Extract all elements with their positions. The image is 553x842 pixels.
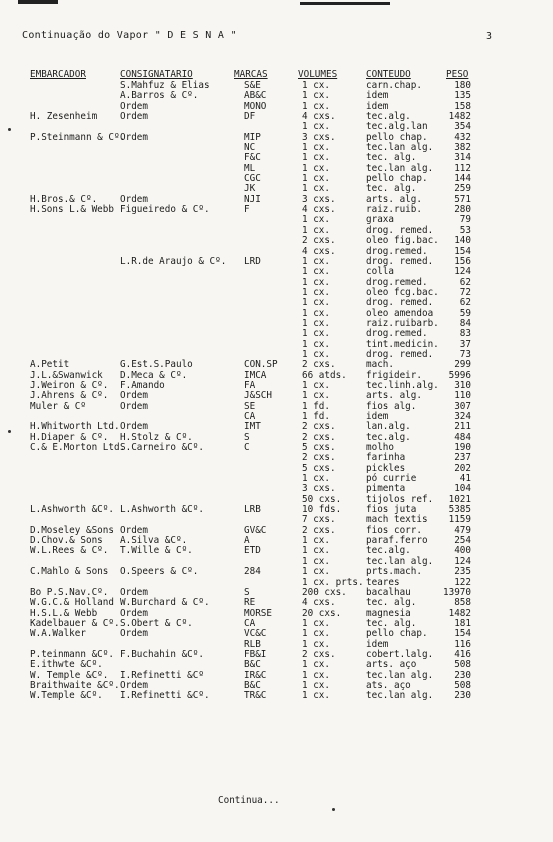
contents-cell: arts. alg. <box>366 390 422 402</box>
contents-cell: drog. remed. <box>366 297 434 309</box>
weight-cell: 202 <box>454 462 471 474</box>
shipper-cell: D.Chov.& Sons <box>30 535 103 547</box>
weight-cell: 571 <box>454 193 471 205</box>
marks-cell: NJI <box>244 193 261 205</box>
weight-cell: 280 <box>454 204 471 216</box>
weight-cell: 299 <box>454 359 471 371</box>
contents-cell: tec.lan alg. <box>366 690 434 702</box>
volumes-cell: 3 cxs. <box>302 193 336 205</box>
volumes-cell: 1 cx. <box>302 473 330 485</box>
shipper-cell: H.Whitworth Ltd. <box>30 421 120 433</box>
contents-cell: tec.lan alg. <box>366 669 434 681</box>
volumes-cell: 1 cx. <box>302 679 330 691</box>
marks-cell: LRD <box>244 255 261 267</box>
contents-cell: molho <box>366 442 394 454</box>
marks-cell: GV&C <box>244 524 267 536</box>
volumes-cell: 1 cx. <box>302 555 330 567</box>
weight-cell: 230 <box>454 690 471 702</box>
contents-cell: idem <box>366 100 389 112</box>
weight-cell: 1482 <box>448 111 471 123</box>
volumes-cell: 1 cx. <box>302 90 330 102</box>
continuation-note: Continua... <box>218 795 280 806</box>
weight-cell: 382 <box>454 142 471 154</box>
shipper-cell: H.Diaper & Cº. <box>30 431 109 443</box>
marks-cell: B&C <box>244 659 261 671</box>
contents-cell: cobert.lalg. <box>366 648 434 660</box>
weight-cell: 154 <box>454 245 471 257</box>
marks-cell: A <box>244 535 250 547</box>
volumes-cell: 10 fds. <box>302 504 342 516</box>
contents-cell: carn.chap. <box>366 80 422 91</box>
volumes-cell: 1 cx. <box>302 276 330 288</box>
weight-cell: 154 <box>454 628 471 640</box>
shipper-cell: D.Moseley &Sons <box>30 524 114 536</box>
volumes-cell: 5 cxs. <box>302 462 336 474</box>
marks-cell: IR&C <box>244 669 267 681</box>
contents-cell: arts. alg. <box>366 193 422 205</box>
volumes-cell: 4 cxs. <box>302 245 336 257</box>
consignee-cell: Ordem <box>120 131 148 143</box>
contents-cell: prts.mach. <box>366 566 422 578</box>
volumes-cell: 50 cxs. <box>302 493 342 505</box>
consignee-cell: Ordem <box>120 111 148 123</box>
contents-cell: mach textis <box>366 514 428 526</box>
consignee-cell: D.Meca & Cº. <box>120 369 188 381</box>
scan-mark <box>300 2 390 5</box>
contents-cell: tec.lan alg. <box>366 555 434 567</box>
shipper-cell: J.Ahrens & Cº. <box>30 390 109 402</box>
weight-cell: 53 <box>459 224 471 236</box>
weight-cell: 235 <box>454 566 471 578</box>
weight-cell: 72 <box>459 286 471 298</box>
consignee-cell: Ordem <box>120 586 148 598</box>
consignee-cell: Ordem <box>120 390 148 402</box>
volumes-cell: 200 cxs. <box>302 586 347 598</box>
shipper-cell: E.ithwte &Cº. <box>30 659 103 671</box>
marks-cell: LRB <box>244 504 261 516</box>
marks-cell: NC <box>244 142 256 154</box>
marks-cell: CA <box>244 617 256 629</box>
consignee-cell: H.Stolz & Cº. <box>120 431 193 443</box>
marks-cell: JK <box>244 183 256 195</box>
weight-cell: 508 <box>454 659 471 671</box>
volumes-cell: 2 cxs. <box>302 452 336 464</box>
weight-cell: 181 <box>454 617 471 629</box>
marks-cell: S <box>244 586 250 598</box>
contents-cell: fios corr. <box>366 524 422 536</box>
volumes-cell: 1 cx. <box>302 338 330 350</box>
contents-cell: pimenta <box>366 483 406 495</box>
volumes-cell: 5 cxs. <box>302 442 336 454</box>
contents-cell: oleo fcg.bac. <box>366 286 439 298</box>
shipper-cell: H. Zesenheim <box>30 111 98 123</box>
table-row <box>0 691 553 701</box>
contents-cell: magnesia <box>366 607 411 619</box>
volumes-cell: 2 cxs. <box>302 524 336 536</box>
weight-cell: 83 <box>459 328 471 340</box>
contents-cell: bacalhau <box>366 586 411 598</box>
volumes-cell: 1 cx. <box>302 628 330 640</box>
consignee-cell: Ordem <box>120 400 148 412</box>
contents-cell: raiz.ruib. <box>366 204 422 216</box>
volumes-cell: 1 fd. <box>302 411 330 422</box>
contents-cell: tec.lan alg. <box>366 162 434 174</box>
weight-cell: 124 <box>454 555 471 567</box>
shipper-cell: W. Temple &Cº. <box>30 669 109 681</box>
consignee-cell: Ordem <box>120 628 148 640</box>
volumes-cell: 1 cx. <box>302 348 330 360</box>
volumes-cell: 1 cx. <box>302 659 330 671</box>
consignee-cell: Ordem <box>120 607 148 619</box>
weight-cell: 416 <box>454 648 471 660</box>
weight-cell: 37 <box>459 338 471 350</box>
consignee-cell: Ordem <box>120 421 148 433</box>
volumes-cell: 1 cx. <box>302 266 330 278</box>
header-contents: CONTEUDO <box>366 69 411 80</box>
volumes-cell: 1 cx. <box>302 617 330 629</box>
consignee-cell: W.Burchard & Cº. <box>120 597 210 609</box>
weight-cell: 211 <box>454 421 471 433</box>
marks-cell: 284 <box>244 566 261 578</box>
manifest-table <box>0 81 553 702</box>
volumes-cell: 2 cxs. <box>302 235 336 247</box>
contents-cell: tec.lan alg. <box>366 142 434 154</box>
volumes-cell: 2 cxs. <box>302 431 336 443</box>
weight-cell: 79 <box>459 214 471 226</box>
shipper-cell: W.A.Walker <box>30 628 86 640</box>
weight-cell: 144 <box>454 173 471 185</box>
volumes-cell: 7 cxs. <box>302 514 336 526</box>
weight-cell: 354 <box>454 121 471 133</box>
consignee-cell: A.Silva &Cº. <box>120 535 188 547</box>
volumes-cell: 4 cxs. <box>302 111 336 123</box>
contents-cell: tec.alg. <box>366 431 411 443</box>
volumes-cell: 1 cx. <box>302 214 330 226</box>
weight-cell: 310 <box>454 379 471 391</box>
volumes-cell: 1 cx. <box>302 100 330 112</box>
contents-cell: tint.medicin. <box>366 338 439 350</box>
weight-cell: 158 <box>454 100 471 112</box>
shipper-cell: Braithwaite &Cº. <box>30 679 120 691</box>
shipper-cell: W.Temple &Cº. <box>30 690 103 702</box>
contents-cell: pickles <box>366 462 406 474</box>
weight-cell: 124 <box>454 266 471 278</box>
shipper-cell: J.Weiron & Cº. <box>30 379 109 391</box>
volumes-cell: 1 cx. <box>302 328 330 340</box>
weight-cell: 135 <box>454 90 471 102</box>
volumes-cell: 1 cx. <box>302 162 330 174</box>
consignee-cell: F.Buchahin &Cº. <box>120 648 204 660</box>
contents-cell: teares <box>366 576 400 588</box>
weight-cell: 41 <box>459 473 471 485</box>
contents-cell: idem <box>366 638 389 650</box>
weight-cell: 259 <box>454 183 471 195</box>
consignee-cell: L.Ashworth &Cº. <box>120 504 204 516</box>
marks-cell: S <box>244 431 250 443</box>
contents-cell: drog.remed. <box>366 328 428 340</box>
volumes-cell: 1 cx. <box>302 690 330 702</box>
volumes-cell: 1 cx. <box>302 224 330 236</box>
contents-cell: farinha <box>366 452 406 464</box>
shipper-cell: H.Bros.& Cº. <box>30 193 98 205</box>
header-marks: MARCAS <box>234 69 268 80</box>
scan-speck <box>332 808 335 811</box>
marks-cell: J&SCH <box>244 390 272 402</box>
consignee-cell: A.Barros & Cº. <box>120 90 199 102</box>
shipper-cell: P.teinmann &Cº. <box>30 648 114 660</box>
weight-cell: 156 <box>454 255 471 267</box>
volumes-cell: 1 cx. <box>302 535 330 547</box>
weight-cell: 1021 <box>448 493 471 505</box>
consignee-cell: I.Refinetti &Cº. <box>120 690 210 702</box>
volumes-cell: 1 cx. <box>302 173 330 185</box>
weight-cell: 73 <box>459 348 471 360</box>
volumes-cell: 1 cx. prts. <box>302 576 364 588</box>
marks-cell: F&C <box>244 152 261 164</box>
weight-cell: 230 <box>454 669 471 681</box>
weight-cell: 5385 <box>448 504 471 516</box>
weight-cell: 858 <box>454 597 471 609</box>
contents-cell: fios juta <box>366 504 417 516</box>
marks-cell: FA <box>244 379 256 391</box>
table-row <box>0 236 553 246</box>
contents-cell: tec.alg.lan <box>366 121 428 133</box>
shipper-cell: W.L.Rees & Cº. <box>30 545 109 557</box>
marks-cell: MIP <box>244 131 261 143</box>
volumes-cell: 1 cx. <box>302 121 330 133</box>
marks-cell: RLB <box>244 638 261 650</box>
marks-cell: DF <box>244 111 256 123</box>
contents-cell: ats. aço <box>366 679 411 691</box>
contents-cell: drog.remed. <box>366 276 428 288</box>
weight-cell: 112 <box>454 162 471 174</box>
contents-cell: fios alg. <box>366 400 417 412</box>
header-volumes: VOLUMES <box>298 69 338 80</box>
volumes-cell: 1 cx. <box>302 286 330 298</box>
marks-cell: C <box>244 442 250 454</box>
table-row <box>0 267 553 277</box>
volumes-cell: 1 cx. <box>302 297 330 309</box>
weight-cell: 13970 <box>443 586 471 598</box>
marks-cell: CON.SP <box>244 359 278 371</box>
consignee-cell: T.Wille & Cº. <box>120 545 193 557</box>
contents-cell: pello chap. <box>366 628 428 640</box>
contents-cell: tijolos ref. <box>366 493 434 505</box>
page-number: 3 <box>486 31 493 42</box>
contents-cell: raiz.ruibarb. <box>366 317 439 329</box>
weight-cell: 400 <box>454 545 471 557</box>
contents-cell: tec.alg. <box>366 545 411 557</box>
consignee-cell: O.Speers & Cº. <box>120 566 199 578</box>
shipper-cell: W.G.C.& Holland <box>30 597 114 609</box>
shipper-cell: J.L.&Swanwick <box>30 369 103 381</box>
contents-cell: pó currie <box>366 473 417 485</box>
contents-cell: mach. <box>366 359 394 371</box>
marks-cell: ETD <box>244 545 261 557</box>
weight-cell: 254 <box>454 535 471 547</box>
contents-cell: lan.alg. <box>366 421 411 433</box>
contents-cell: tec. alg. <box>366 617 417 629</box>
header-shipper: EMBARCADOR <box>30 69 86 80</box>
weight-cell: 432 <box>454 131 471 143</box>
consignee-cell: Ordem <box>120 524 148 536</box>
volumes-cell: 1 cx. <box>302 566 330 578</box>
contents-cell: tec. alg. <box>366 597 417 609</box>
weight-cell: 180 <box>454 80 471 91</box>
table-row <box>0 298 553 308</box>
marks-cell: B&C <box>244 679 261 691</box>
contents-cell: paraf.ferro <box>366 535 428 547</box>
volumes-cell: 1 cx. <box>302 307 330 319</box>
document-title: Continuação do Vapor " D E S N A " <box>22 30 237 41</box>
weight-cell: 5996 <box>448 369 471 381</box>
shipper-cell: Bo P.S.Nav.Cº. <box>30 586 109 598</box>
contents-cell: oleo fig.bac. <box>366 235 439 247</box>
marks-cell: MORSE <box>244 607 272 619</box>
consignee-cell: S.Obert & Cº. <box>120 617 193 629</box>
shipper-cell: H.S.L.& Webb <box>30 607 98 619</box>
marks-cell: FB&I <box>244 648 267 660</box>
weight-cell: 116 <box>454 638 471 650</box>
consignee-cell: F.Amando <box>120 379 165 391</box>
volumes-cell: 3 cxs. <box>302 483 336 495</box>
weight-cell: 62 <box>459 297 471 309</box>
consignee-cell: Figueiredo & Cº. <box>120 204 210 216</box>
weight-cell: 190 <box>454 442 471 454</box>
shipper-cell: H.Sons L.& Webb <box>30 204 114 216</box>
table-row <box>0 567 553 577</box>
weight-cell: 314 <box>454 152 471 164</box>
shipper-cell: A.Petit <box>30 359 70 371</box>
contents-cell: tec.linh.alg. <box>366 379 439 391</box>
volumes-cell: 4 cxs. <box>302 204 336 216</box>
weight-cell: 59 <box>459 307 471 319</box>
weight-cell: 140 <box>454 235 471 247</box>
marks-cell: MONO <box>244 100 267 112</box>
contents-cell: drog.remed. <box>366 245 428 257</box>
contents-cell: drog. remed. <box>366 348 434 360</box>
consignee-cell: Ordem <box>120 679 148 691</box>
marks-cell: S&E <box>244 80 261 91</box>
marks-cell: SE <box>244 400 256 412</box>
weight-cell: 508 <box>454 679 471 691</box>
weight-cell: 62 <box>459 276 471 288</box>
consignee-cell: L.R.de Araujo & Cº. <box>120 255 227 267</box>
weight-cell: 1159 <box>448 514 471 526</box>
header-consignee: CONSIGNATARIO <box>120 69 193 80</box>
volumes-cell: 1 cx. <box>302 390 330 402</box>
volumes-cell: 1 cx. <box>302 80 330 91</box>
contents-cell: tec. alg. <box>366 183 417 195</box>
contents-cell: pello chap. <box>366 131 428 143</box>
volumes-cell: 2 cxs. <box>302 359 336 371</box>
volumes-cell: 1 cx. <box>302 317 330 329</box>
consignee-cell: G.Est.S.Paulo <box>120 359 193 371</box>
marks-cell: RE <box>244 597 256 609</box>
marks-cell: TR&C <box>244 690 267 702</box>
contents-cell: drog. remed. <box>366 224 434 236</box>
table-row <box>0 598 553 608</box>
volumes-cell: 1 cx. <box>302 545 330 557</box>
shipper-cell: L.Ashworth &Cº. <box>30 504 114 516</box>
marks-cell: AB&C <box>244 90 267 102</box>
volumes-cell: 1 cx. <box>302 142 330 154</box>
consignee-cell: S.Carneiro &Cº. <box>120 442 204 454</box>
table-row <box>0 629 553 639</box>
shipper-cell: C.Mahlo & Sons <box>30 566 109 578</box>
contents-cell: tec.alg. <box>366 111 411 123</box>
weight-cell: 479 <box>454 524 471 536</box>
contents-cell: frigideir. <box>366 369 422 381</box>
volumes-cell: 66 atds. <box>302 369 347 381</box>
marks-cell: F <box>244 204 250 216</box>
weight-cell: 307 <box>454 400 471 412</box>
volumes-cell: 1 cx. <box>302 152 330 164</box>
weight-cell: 1482 <box>448 607 471 619</box>
contents-cell: pello chap. <box>366 173 428 185</box>
marks-cell: CGC <box>244 173 261 185</box>
volumes-cell: 4 cxs. <box>302 597 336 609</box>
volumes-cell: 20 cxs. <box>302 607 342 619</box>
marks-cell: IMT <box>244 421 261 433</box>
marks-cell: ML <box>244 162 256 174</box>
contents-cell: arts. aço <box>366 659 417 671</box>
contents-cell: drog. remed. <box>366 255 434 267</box>
weight-cell: 104 <box>454 483 471 495</box>
consignee-cell: I.Refinetti &Cº <box>120 669 204 681</box>
volumes-cell: 1 cx. <box>302 669 330 681</box>
scan-mark <box>18 0 58 4</box>
weight-cell: 484 <box>454 431 471 443</box>
volumes-cell: 1 cx. <box>302 379 330 391</box>
weight-cell: 110 <box>454 390 471 402</box>
consignee-cell: Ordem <box>120 100 148 112</box>
weight-cell: 122 <box>454 576 471 588</box>
shipper-cell: C.& E.Morton Ltd. <box>30 442 126 454</box>
volumes-cell: 1 cx. <box>302 183 330 195</box>
weight-cell: 324 <box>454 411 471 422</box>
volumes-cell: 3 cxs. <box>302 131 336 143</box>
volumes-cell: 1 cx. <box>302 255 330 267</box>
shipper-cell: Muler & Cº <box>30 400 86 412</box>
shipper-cell: Kadelbauer & Cº. <box>30 617 120 629</box>
volumes-cell: 1 fd. <box>302 400 330 412</box>
consignee-cell: Ordem <box>120 193 148 205</box>
contents-cell: tec. alg. <box>366 152 417 164</box>
contents-cell: graxa <box>366 214 394 226</box>
weight-cell: 84 <box>459 317 471 329</box>
shipper-cell: P.Steinmann & Cº. <box>30 131 126 143</box>
contents-cell: oleo amendoa <box>366 307 434 319</box>
header-weight: PESO <box>446 69 469 80</box>
marks-cell: CA <box>244 411 256 422</box>
volumes-cell: 2 cxs. <box>302 421 336 433</box>
contents-cell: idem <box>366 90 389 102</box>
marks-cell: IMCA <box>244 369 267 381</box>
volumes-cell: 2 cxs. <box>302 648 336 660</box>
contents-cell: colla <box>366 266 394 278</box>
consignee-cell: S.Mahfuz & Elias <box>120 80 210 91</box>
marks-cell: VC&C <box>244 628 267 640</box>
contents-cell: idem <box>366 411 389 422</box>
weight-cell: 237 <box>454 452 471 464</box>
volumes-cell: 1 cx. <box>302 638 330 650</box>
